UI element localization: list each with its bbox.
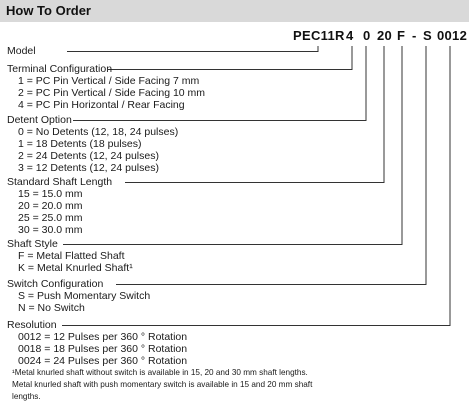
- shaft-length-option: 25 = 25.0 mm: [18, 212, 83, 224]
- shaft-length-option: 30 = 30.0 mm: [18, 224, 83, 236]
- resolution-option: 0012 = 12 Pulses per 360 ° Rotation: [18, 331, 188, 343]
- connector-shaft-length: [125, 46, 384, 183]
- section-shaft-style-label: Shaft Style: [7, 238, 58, 250]
- pn-shaft-style: F: [397, 28, 406, 43]
- section-shaft-length-label: Standard Shaft Length: [7, 176, 113, 188]
- section-model-label: Model: [7, 45, 36, 57]
- shaft-length-option: 20 = 20.0 mm: [18, 200, 83, 212]
- pn-resolution: 0012: [437, 28, 468, 43]
- section-terminal-label: Terminal Configuration: [7, 63, 113, 75]
- section-resolution-label: Resolution: [7, 319, 57, 331]
- pn-dash: -: [412, 28, 417, 43]
- shaft-style-option: K = Metal Knurled Shaft¹: [18, 262, 133, 274]
- detent-option: 3 = 12 Detents (12, 24 pulses): [18, 162, 159, 174]
- switch-option: S = Push Momentary Switch: [18, 290, 151, 302]
- pn-terminal: 4: [346, 28, 354, 43]
- resolution-option: 0024 = 24 Pulses per 360 ° Rotation: [18, 355, 188, 367]
- pn-model: PEC11R: [293, 28, 345, 43]
- page-title: How To Order: [6, 3, 91, 18]
- resolution-option: 0018 = 18 Pulses per 360 ° Rotation: [18, 343, 188, 355]
- pn-switch: S: [423, 28, 432, 43]
- detent-option: 1 = 18 Detents (18 pulses): [18, 138, 142, 150]
- section-switch-label: Switch Configuration: [7, 278, 104, 290]
- shaft-style-option: F = Metal Flatted Shaft: [18, 250, 125, 262]
- terminal-option: 1 = PC Pin Vertical / Side Facing 7 mm: [18, 75, 200, 87]
- footnote: lengths.: [12, 392, 41, 401]
- detent-option: 2 = 24 Detents (12, 24 pulses): [18, 150, 159, 162]
- switch-option: N = No Switch: [18, 302, 85, 314]
- connector-terminal: [108, 46, 352, 70]
- pn-shaft-length: 20: [377, 28, 393, 43]
- footnote: ¹Metal knurled shaft without switch is available in 15, 20 and 30 mm shaft lengths.: [12, 368, 308, 377]
- section-detent-label: Detent Option: [7, 114, 72, 126]
- detent-option: 0 = No Detents (12, 18, 24 pulses): [18, 126, 179, 138]
- shaft-length-option: 15 = 15.0 mm: [18, 188, 83, 200]
- connector-model: [67, 46, 318, 52]
- terminal-option: 2 = PC Pin Vertical / Side Facing 10 mm: [18, 87, 206, 99]
- pn-detent: 0: [363, 28, 371, 43]
- footnote: Metal knurled shaft with push momentary switch is available in 15 and 20 mm shaft: [12, 380, 313, 389]
- terminal-option: 4 = PC Pin Horizontal / Rear Facing: [18, 99, 185, 111]
